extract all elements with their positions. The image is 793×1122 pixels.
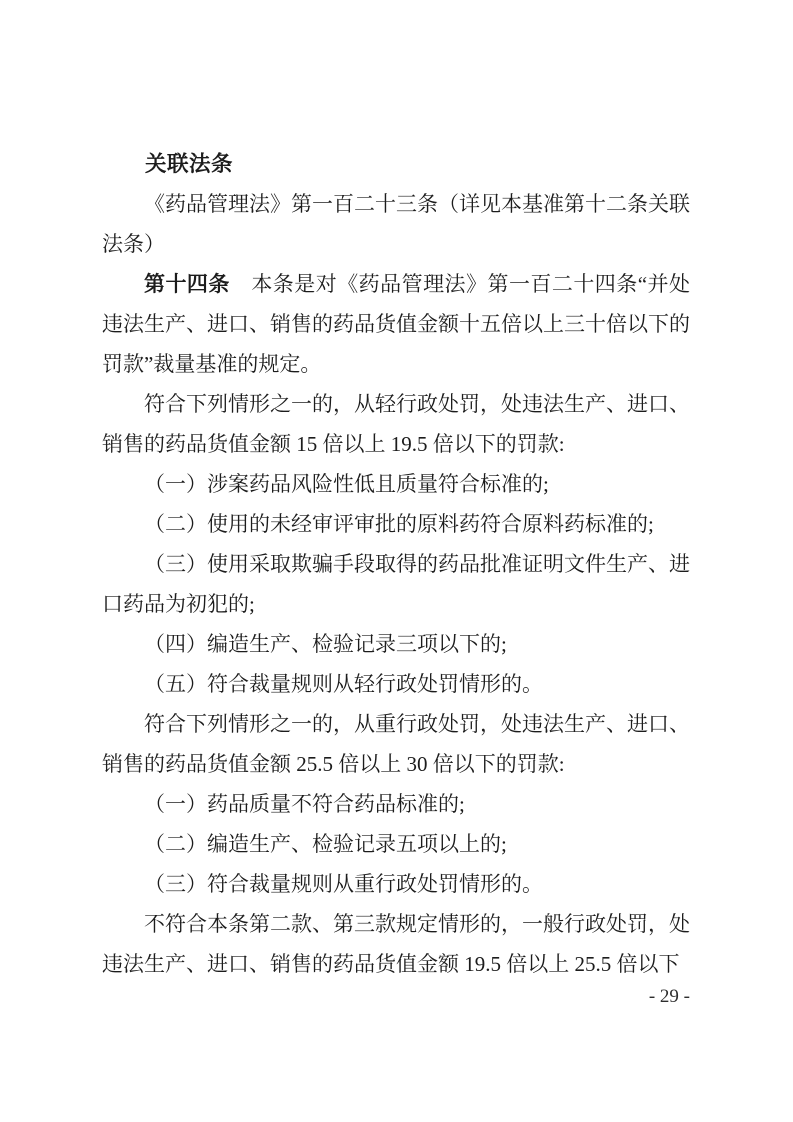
paragraph-lenient-item-3: [102, 544, 690, 624]
text-run: 符合下列情形之一的，从重行政处罚，处违法生产、进口、销售的药品货值金额 25.5 倍以上 30 倍以下的罚款:: [102, 712, 690, 776]
text-run: 本条是对《药品管理法》第一百二十四条“并处违法生产、进口、销售的药品货值金额十五倍以上三十倍以下的罚款”裁量基准的规定。: [102, 272, 690, 376]
text-run: （五）符合裁量规则从轻行政处罚情形的。: [144, 672, 543, 696]
text-run: （一）药品质量不符合药品标准的;: [144, 792, 465, 816]
text-run: （二）编造生产、检验记录五项以上的;: [144, 832, 507, 856]
paragraph-severe-item-3: [102, 864, 690, 904]
paragraph-article-14: [102, 264, 690, 384]
paragraph-lenient-item-4: [102, 624, 690, 664]
text-run: （三）符合裁量规则从重行政处罚情形的。: [144, 872, 543, 896]
paragraph-severe-item-2: [102, 824, 690, 864]
paragraph-lenient-item-1: [102, 464, 690, 504]
text-run: 符合下列情形之一的，从轻行政处罚，处违法生产、进口、销售的药品货值金额 15 倍以上 19.5 倍以下的罚款:: [102, 392, 690, 456]
document-body: [102, 144, 690, 984]
paragraph-general-punishment: [102, 904, 690, 984]
paragraph-lenient-item-2: [102, 504, 690, 544]
text-run: （三）使用采取欺骗手段取得的药品批准证明文件生产、进口药品为初犯的;: [102, 552, 690, 616]
page-number: - 29 -: [648, 986, 690, 1007]
bold-text-run: 第十四条: [144, 272, 230, 296]
paragraph-severe-item-1: [102, 784, 690, 824]
text-run: （一）涉案药品风险性低且质量符合标准的;: [144, 472, 549, 496]
text-run: （四）编造生产、检验记录三项以下的;: [144, 632, 507, 656]
paragraph-related-article-123: [102, 184, 690, 264]
paragraph-severe-punishment-intro: [102, 704, 690, 784]
text-run: 《药品管理法》第一百二十三条（详见本基准第十二条关联法条）: [102, 192, 690, 256]
paragraph-container: [102, 184, 690, 984]
section-heading: 关联法条: [145, 152, 234, 176]
text-run: （二）使用的未经审评审批的原料药符合原料药标准的;: [144, 512, 654, 536]
paragraph-lenient-item-5: [102, 664, 690, 704]
text-run: 不符合本条第二款、第三款规定情形的，一般行政处罚，处违法生产、进口、销售的药品货值金额 19.5 倍以上 25.5 倍以下: [102, 912, 690, 976]
paragraph-lenient-punishment-intro: [102, 384, 690, 464]
